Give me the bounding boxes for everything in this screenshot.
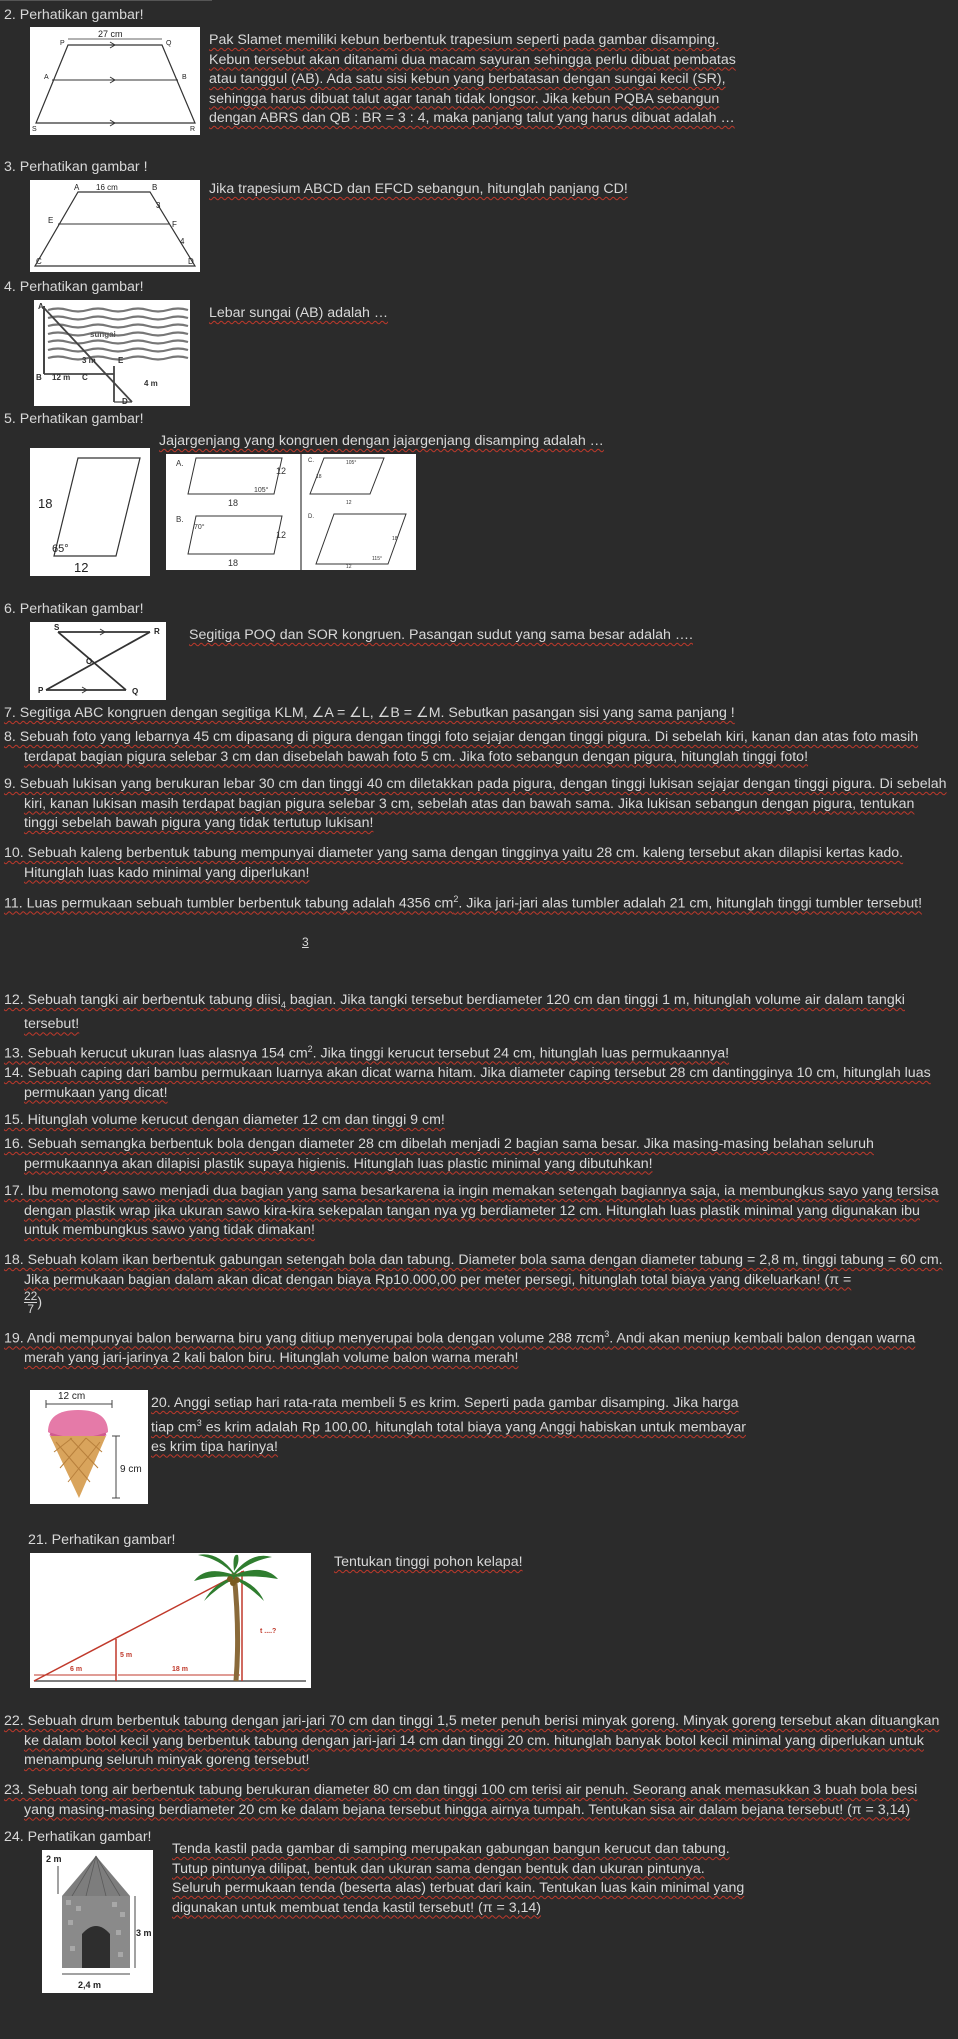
q3-text: Jika trapesium ABCD dan EFCD sebangun, hitunglah panjang CD!: [209, 181, 628, 197]
svg-text:E: E: [48, 216, 54, 225]
q4-river-figure: [34, 300, 190, 406]
q12-text: 12. Sebuah tangki air berbentuk tabung diisi$_4$ bagian. Jika tangki tersebut berdiameter 120 cm dan tinggi 1 m, hitunglah volume air dalam tangki tersebut!: [4, 992, 905, 1033]
q19-text: 19. Andi mempunyai balon berwarna biru yang ditiup menyerupai bola dengan volume 288 πcm$^3$. Andi akan meniup kembali balon dengan warna merah yang jari-jarinya 2 kali balon biru. Hitunglah volume balon warna merah!: [4, 1329, 916, 1367]
q9-text: 9. Sebuah lukisan yang berukuran lebar 30 cm dan tinggi 40 cm diletakkan pada pigura, dengan tinggi lukisan sejajar dengan tinggi pigura. Di sebelah kiri, kanan lukisan masih terdapat bagian pigura selebar 3 cm, sebelah atas dan bawah sama. Jika lukisan sebangun dengan pigura, tentukan tinggi sebelah bawah pigura yang tidak tertutup lukisan!: [4, 776, 947, 831]
svg-text:D: D: [122, 397, 128, 406]
q5-text: Jajargenjang yang kongruen dengan jajargenjang disamping adalah …: [159, 433, 604, 449]
q17-text: 17. Ibu memotong sawo menjadi dua bagian yang sama besarkarena ia ingin memakan setengah bagiannya saja, ia membungkus sayo yang tersisa dengan plastik wrap jika ukuran sawo kira-kira sekepalan tangan nya yg berdiameter 12 cm. Hitunglah luas plastik minimal yang digunakan ibu untuk membungkus sawo yang tidak dimakan!: [4, 1183, 939, 1238]
svg-text:A: A: [74, 183, 80, 192]
svg-text:12 m: 12 m: [52, 373, 71, 382]
svg-text:B: B: [182, 74, 187, 81]
q24-tent-figure: [42, 1850, 153, 1993]
q14-text: 14. Sebuah caping dari bambu permukaan luarnya akan dicat warna hitam. Jika diameter caping tersebut 28 cm dantingginya 10 cm, hitunglah luas permukaan yang dicat!: [4, 1065, 931, 1101]
svg-text:C.: C.: [308, 458, 314, 464]
svg-text:12: 12: [74, 560, 89, 575]
svg-text:4 m: 4 m: [144, 379, 158, 388]
svg-text:C: C: [36, 257, 42, 266]
svg-text:D: D: [188, 257, 194, 266]
svg-text:E: E: [118, 356, 124, 365]
svg-text:5 m: 5 m: [120, 1652, 133, 1659]
q5-parallelogram-figure: [30, 448, 150, 576]
q10-text: 10. Sebuah kaleng berbentuk tabung mempunyai diameter yang sama dengan tingginya yaitu 28 cm. kaleng tersebut akan dilapisi kertas kado. Hitunglah luas kado minimal yang diperlukan!: [4, 845, 904, 881]
svg-text:Q: Q: [132, 687, 139, 696]
svg-text:9 cm: 9 cm: [120, 1464, 142, 1475]
svg-text:12: 12: [276, 466, 287, 476]
svg-text:B: B: [152, 183, 158, 192]
q6-triangle-figure: [30, 622, 166, 700]
svg-text:16 cm: 16 cm: [96, 183, 118, 192]
q15-text: 15. Hitunglah volume kerucut dengan diameter 12 cm dan tinggi 9 cm!: [4, 1112, 445, 1128]
q3-trapezoid-figure: [30, 180, 200, 272]
svg-text:sungai: sungai: [90, 330, 116, 339]
svg-text:B: B: [36, 373, 42, 382]
q20-icecream-figure: [30, 1390, 148, 1504]
svg-text:4: 4: [180, 237, 185, 246]
svg-text:R: R: [154, 627, 160, 636]
q18-pi-fraction: $\frac{22}{7}$ ): [24, 1289, 43, 1316]
svg-text:65°: 65°: [52, 543, 69, 555]
svg-text:P: P: [60, 40, 65, 47]
svg-text:t ....?: t ....?: [260, 1628, 277, 1635]
svg-text:6 m: 6 m: [70, 1666, 83, 1673]
q16-text: 16. Sebuah semangka berbentuk bola dengan diameter 28 cm dibelah menjadi 2 bagian sama besar. Jika masing-masing belahan seluruh permukaannya akan dilapisi plastik supaya higienis. Hitunglah luas plastic minimal yang dibutuhkan!: [4, 1136, 874, 1172]
q4-text: Lebar sungai (AB) adalah …: [209, 305, 389, 321]
q2-top-length: 27 cm: [98, 29, 123, 39]
svg-text:A.: A.: [176, 459, 184, 468]
svg-text:18: 18: [38, 496, 53, 511]
q18-text: 18. Sebuah kolam ikan berbentuk gabungan setengah bola dan tabung. Diameter bola sama dengan diameter tabung = 2,8 m, tinggi tabung = 60 cm. Jika permukaan bagian dalam akan dicat dengan biaya Rp10.000,00 per meter persegi, hitunglah total biaya yang dikeluarkan! (π =: [4, 1252, 943, 1288]
q7-text: 7. Segitiga ABC kongruen dengan segitiga KLM, ∠A = ∠L, ∠B = ∠M. Sebutkan pasangan sisi yang sama panjang !: [4, 705, 735, 721]
svg-text:115°: 115°: [372, 556, 382, 562]
svg-text:S: S: [32, 126, 37, 133]
svg-text:18 m: 18 m: [172, 1666, 188, 1673]
svg-text:F: F: [172, 220, 177, 229]
svg-text:105°: 105°: [254, 487, 269, 494]
svg-text:Q: Q: [166, 40, 172, 47]
svg-text:S: S: [54, 623, 60, 632]
q4-heading: 4. Perhatikan gambar!: [4, 279, 144, 295]
top-divider: [0, 0, 212, 1]
q23-text: 23. Sebuah tong air berbentuk tabung berukuran diameter 80 cm dan tinggi 100 cm terisi air penuh. Seorang anak memasukkan 3 buah bola besi yang masing-masing berdiameter 20 cm ke dalam bejana tersebut hingga airnya tumpah. Tentukan sisa air dalam bejana tersebut! (π = 3,14): [4, 1782, 918, 1818]
svg-text:70°: 70°: [194, 524, 205, 531]
q2-text: Pak Slamet memiliki kebun berbentuk trapesium seperti pada gambar disamping. Kebun tersebut akan ditanami dua macam sayuran sehingga perlu dibuat pembatas atau tanggul (AB). Ada satu sisi kebun yang berbatasan dengan sungai kecil (SR), sehingga harus dibuat talut agar tanah tidak longsor. Jika kebun PQBA sebangun dengan ABRS dan QB : BR = 3 : 4, maka panjang talut yang harus dibuat adalah …: [209, 32, 736, 126]
q8-text: 8. Sebuah foto yang lebarnya 45 cm dipasang di pigura dengan tinggi foto sejajar dengan tinggi pigura. Di sebelah kiri, kanan dan atas foto masih terdapat bagian pigura selebar 3 cm dan disebelah bawah foto 5 cm. Jika foto sebangun dengan pigura, hitunglah tinggi foto!: [4, 729, 919, 765]
svg-text:12 cm: 12 cm: [58, 1391, 86, 1402]
q11-text: 11. Luas permukaan sebuah tumbler berbentuk tabung adalah 4356 $cm^2$. Jika jari-jari alas tumbler adalah 21 cm, hitunglah tinggi tumbler tersebut!: [4, 894, 923, 912]
q21-text: Tentukan tinggi pohon kelapa!: [334, 1554, 523, 1570]
svg-text:18: 18: [392, 536, 398, 542]
svg-text:2,4 m: 2,4 m: [78, 1980, 102, 1990]
q5-heading: 5. Perhatikan gambar!: [4, 411, 144, 427]
q5-options-figure: [166, 454, 416, 570]
q20-text: 20. Anggi setiap hari rata-rata membeli 5 es krim. Seperti pada gambar disamping. Jika harga tiap $cm^3$ es krim adalah Rp 100,00, hitunglah total biaya yang Anggi habiskan untuk membayar es krim tipa harinya!: [151, 1395, 746, 1455]
svg-text:A: A: [44, 74, 49, 81]
svg-text:B.: B.: [176, 515, 184, 524]
svg-text:2 m: 2 m: [46, 1854, 62, 1864]
q2-trapezoid-figure: [30, 27, 200, 135]
q11-stray-number: 3: [302, 935, 309, 949]
q3-heading: 3. Perhatikan gambar !: [4, 159, 148, 175]
svg-text:12: 12: [276, 530, 287, 540]
svg-text:R: R: [190, 126, 196, 133]
svg-text:3 m: 3 m: [136, 1928, 152, 1938]
svg-text:12: 12: [346, 564, 352, 570]
svg-text:P: P: [38, 686, 44, 695]
svg-text:3 m: 3 m: [82, 356, 96, 365]
svg-text:O: O: [86, 657, 93, 666]
svg-text:D.: D.: [308, 514, 314, 520]
q21-coconut-tree-figure: [30, 1553, 311, 1688]
svg-text:12: 12: [346, 500, 352, 506]
q24-heading: 24. Perhatikan gambar!: [4, 1829, 152, 1845]
svg-text:18: 18: [316, 474, 322, 480]
q24-text: Tenda kastil pada gambar di samping merupakan gabungan bangun kerucut dan tabung. Tutup pintunya dilipat, bentuk dan ukuran sama dengan bentuk dan ukuran pintunya. Seluruh permukaan tenda (beserta alas) terbuat dari kain. Tentukan luas kain minimal yang digunakan untuk membuat tenda kastil tersebut! (π = 3,14): [172, 1841, 745, 1916]
q6-text: Segitiga POQ dan SOR kongruen. Pasangan sudut yang sama besar adalah ….: [189, 627, 693, 643]
svg-text:C: C: [82, 373, 88, 382]
q2-heading: 2. Perhatikan gambar!: [4, 7, 144, 23]
q21-heading: 21. Perhatikan gambar!: [28, 1532, 176, 1548]
q13-text: 13. Sebuah kerucut ukuran luas alasnya 154 $cm^2$. Jika tinggi kerucut tersebut 24 cm, hitunglah luas permukaannya!: [4, 1044, 730, 1062]
q6-heading: 6. Perhatikan gambar!: [4, 601, 144, 617]
svg-text:A: A: [38, 302, 44, 311]
svg-text:3: 3: [156, 201, 161, 210]
q22-text: 22. Sebuah drum berbentuk tabung dengan jari-jari 70 cm dan tinggi 1,5 meter penuh berisi minyak goreng. Minyak goreng tersebut akan dituangkan ke dalam botol kecil yang berbentuk tabung dengan jari-jari 14 cm dan tinggi 20 cm. hitunglah banyak botol kecil minimal yang diperlukan untuk menampung seluruh minyak goreng tersebut!: [4, 1713, 940, 1768]
svg-text:105°: 105°: [346, 460, 357, 466]
svg-text:18: 18: [228, 498, 239, 508]
svg-text:18: 18: [228, 558, 239, 568]
